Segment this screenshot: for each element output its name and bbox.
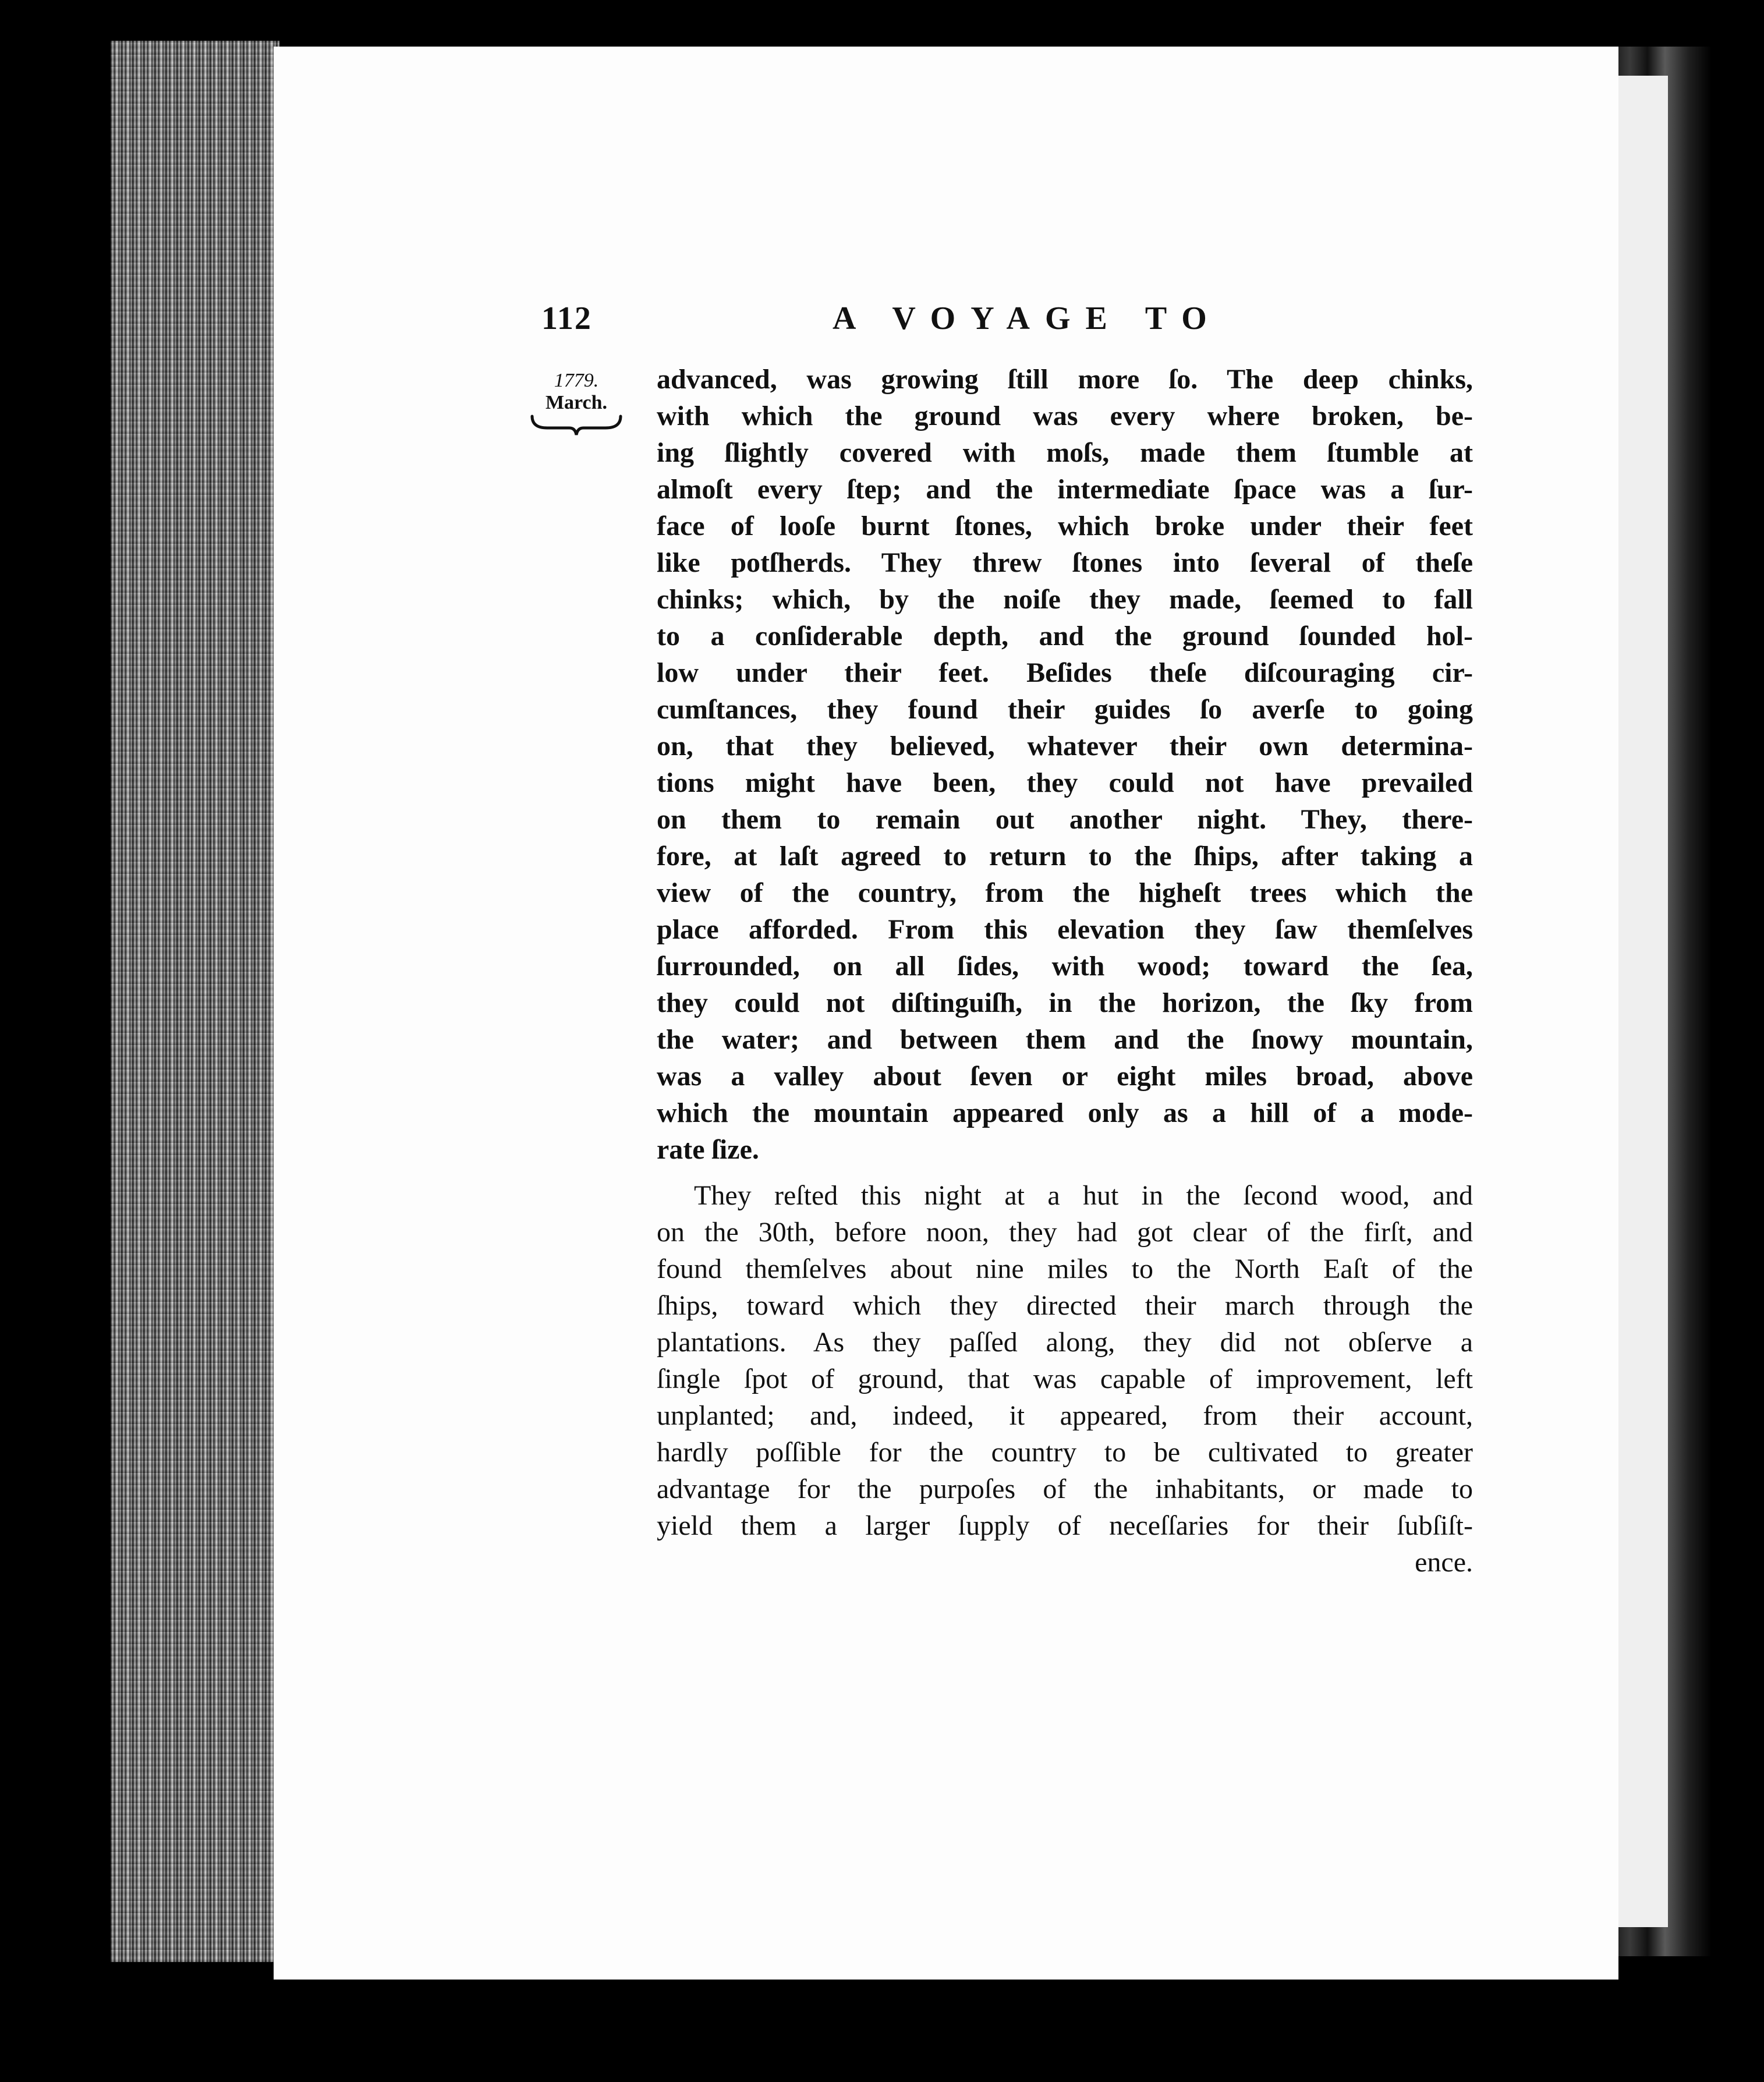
text-line: was a valley about ſeven or eight miles broad, above	[657, 1061, 1473, 1092]
text-line: face of looſe burnt ſtones, which broke under their feet	[657, 511, 1473, 541]
text-line: on the 30th, before noon, they had got clear of the firſt, and	[657, 1217, 1473, 1248]
text-line: fore, at laſt agreed to return to the ſhips, after taking a	[657, 841, 1473, 872]
text-line: to a conſiderable depth, and the ground ſounded hol-	[657, 621, 1473, 651]
text-line: plantations. As they paſſed along, they did not obſerve a	[657, 1327, 1473, 1358]
text-line: low under their feet. Beſides theſe diſcouraging cir-	[657, 657, 1473, 688]
facing-page-strip	[1616, 76, 1668, 1927]
text-line: the water; and between them and the ſnowy mountain,	[657, 1024, 1473, 1055]
text-line: rate ſize.	[657, 1134, 759, 1165]
text-line: hardly poſſible for the country to be cultivated to greater	[657, 1437, 1473, 1468]
text-line: almoſt every ſtep; and the intermediate ſpace was a ſur-	[657, 474, 1473, 505]
text-line: advanced, was growing ſtill more ſo. The deep chinks,	[657, 364, 1473, 395]
text-line: ſurrounded, on all ſides, with wood; toward the ſea,	[657, 951, 1473, 982]
text-line: on, that they believed, whatever their own determina-	[657, 731, 1473, 762]
margin-note	[527, 370, 626, 437]
text-line: they could not diſtinguiſh, in the horizon, the ſky from	[657, 987, 1473, 1018]
paragraph-2	[657, 1177, 1473, 1544]
text-line: ſhips, toward which they directed their march through the	[657, 1290, 1473, 1321]
text-line: unplanted; and, indeed, it appeared, from their account,	[657, 1400, 1473, 1431]
text-line: found themſelves about nine miles to the North Eaſt of the	[657, 1254, 1473, 1284]
text-line: advantage for the purpoſes of the inhabitants, or made to	[657, 1474, 1473, 1504]
text-line: chinks; which, by the noiſe they made, ſeemed to fall	[657, 584, 1473, 615]
running-title: A VOYAGE TO	[833, 300, 1222, 337]
catchword: ence.	[1415, 1547, 1473, 1578]
margin-year: 1779.	[554, 370, 599, 391]
text-line: which the mountain appeared only as a hill of a mode-	[657, 1097, 1473, 1128]
book-fore-edge-left	[111, 41, 279, 1962]
body-text	[657, 361, 1473, 1581]
text-line: on them to remain out another night. They, there-	[657, 804, 1473, 835]
margin-month: March.	[545, 392, 608, 413]
text-line: place afforded. From this elevation they ſaw themſelves	[657, 914, 1473, 945]
paragraph-1	[657, 361, 1473, 1168]
text-line: with which the ground was every where broken, be-	[657, 401, 1473, 431]
text-line: view of the country, from the higheſt trees which the	[657, 877, 1473, 908]
text-line: ſingle ſpot of ground, that was capable of improvement, left	[657, 1364, 1473, 1394]
curly-brace-icon	[530, 414, 623, 437]
text-line: ing ſlightly covered with moſs, made them ſtumble at	[657, 437, 1473, 468]
text-line: like potſherds. They threw ſtones into ſeveral of theſe	[657, 547, 1473, 578]
text-line: They reſted this night at a hut in the ſecond wood, and	[694, 1180, 1473, 1211]
text-line: cumſtances, they found their guides ſo averſe to going	[657, 694, 1473, 725]
text-line: tions might have been, they could not have prevailed	[657, 767, 1473, 798]
running-head	[541, 300, 1473, 341]
page-number: 112	[541, 300, 592, 337]
text-line: yield them a larger ſupply of neceſſaries for their ſubſiſt-	[657, 1510, 1473, 1541]
